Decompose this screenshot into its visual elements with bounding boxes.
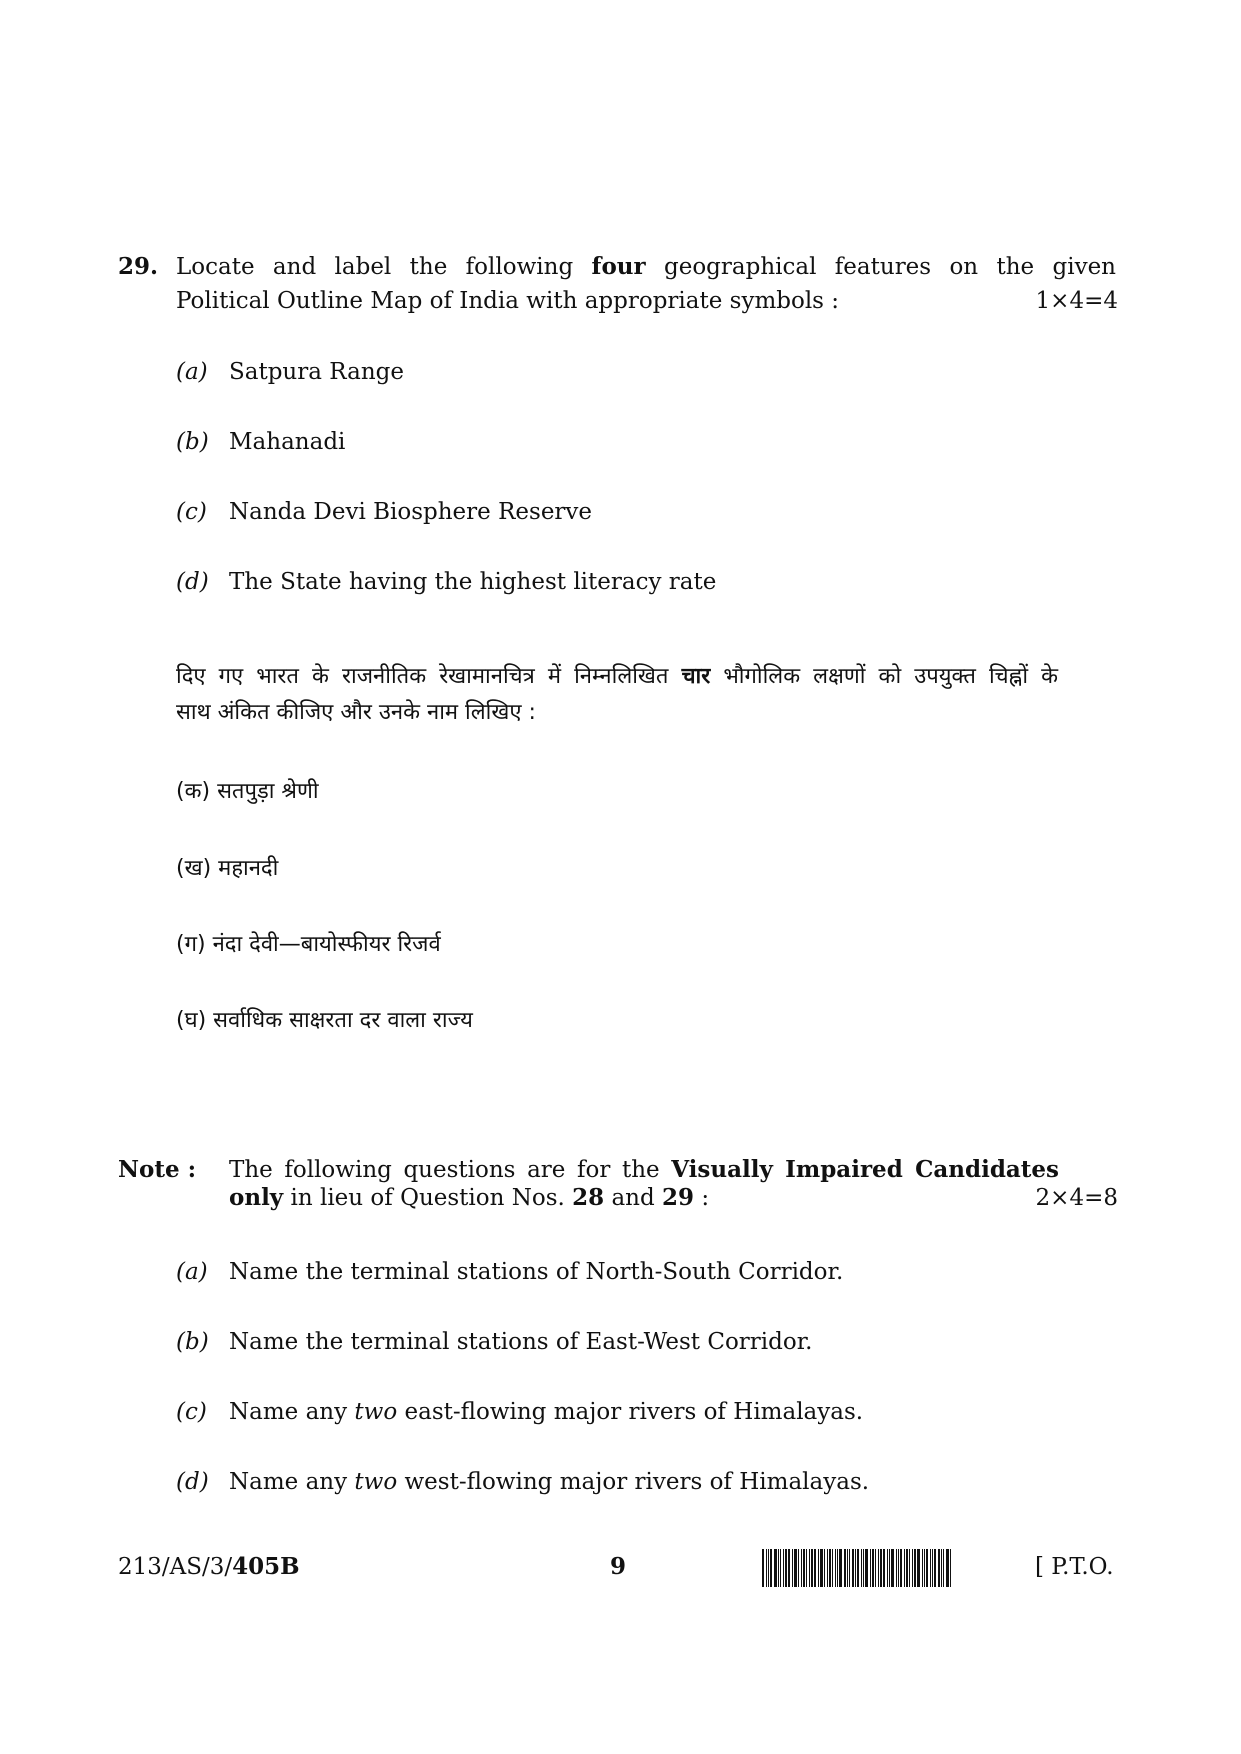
barcode-bar — [832, 1549, 833, 1587]
hindi-item-label: (क) — [176, 779, 211, 804]
barcode-bar — [824, 1549, 825, 1587]
barcode-bar — [891, 1549, 894, 1587]
q29-hindi-item-gha — [176, 1004, 473, 1038]
note-line2 — [229, 1181, 1118, 1215]
barcode-bar — [865, 1549, 868, 1587]
item-text: Satpura Range — [229, 359, 404, 385]
barcode-bar — [938, 1549, 940, 1587]
barcode-bar — [837, 1549, 838, 1587]
note-qno-28: 28 — [572, 1184, 605, 1211]
item-text-em: two — [354, 1469, 398, 1495]
barcode-bar — [794, 1549, 797, 1587]
page-number: 9 — [610, 1553, 627, 1580]
barcode-bar — [898, 1549, 899, 1587]
barcode-bar — [878, 1549, 879, 1587]
barcode-bar — [934, 1549, 936, 1587]
hindi-item-text: नंदा देवी—बायोस्फीयर रिजर्व — [212, 932, 441, 957]
barcode-bar — [809, 1549, 810, 1587]
note-only: only — [229, 1184, 284, 1211]
barcode-bar — [863, 1549, 864, 1587]
barcode — [762, 1549, 1022, 1587]
note-line2-mid: in lieu of Question Nos. — [290, 1185, 565, 1211]
item-label: (c) — [176, 1399, 207, 1425]
q29-marks: 1×4=4 — [1035, 288, 1118, 314]
item-text-em: two — [354, 1399, 398, 1425]
barcode-bar — [820, 1549, 823, 1587]
hindi-line1-post: भौगोलिक लक्षणों को उपयुक्त चिह्नों के — [723, 664, 1058, 689]
hindi-item-text: महानदी — [218, 856, 279, 881]
barcode-bar — [839, 1549, 842, 1587]
item-text-pre: Name any — [229, 1399, 348, 1425]
barcode-bar — [941, 1549, 942, 1587]
barcode-bar — [778, 1549, 779, 1587]
q29-hindi-line2: साथ अंकित कीजिए और उनके नाम लिखिए : — [176, 700, 536, 725]
barcode-bar — [887, 1549, 888, 1587]
item-text-pre: Name the terminal stations of East-West Corridor. — [229, 1329, 813, 1355]
barcode-bar — [855, 1549, 856, 1587]
barcode-bar — [883, 1549, 885, 1587]
item-text-post: east-flowing major rivers of Himalayas. — [404, 1399, 864, 1425]
barcode-bars — [762, 1549, 1022, 1587]
barcode-bar — [943, 1549, 944, 1587]
q29-number: 29. — [118, 253, 159, 280]
note-colon: : — [701, 1185, 710, 1211]
item-text-post: west-flowing major rivers of Himalayas. — [404, 1469, 870, 1495]
q29-line1 — [176, 250, 1116, 284]
barcode-bar — [827, 1549, 828, 1587]
barcode-bar — [770, 1549, 772, 1587]
barcode-bar — [811, 1549, 813, 1587]
q29-hindi-block — [176, 660, 1058, 730]
q29-line1-post: geographical features on the given — [663, 254, 1116, 280]
item-text-pre: Name any — [229, 1469, 348, 1495]
barcode-bar — [798, 1549, 799, 1587]
barcode-bar — [946, 1549, 949, 1587]
q29-hindi-item-ka — [176, 775, 319, 809]
barcode-bar — [788, 1549, 790, 1587]
barcode-bar — [861, 1549, 862, 1587]
barcode-bar — [829, 1549, 831, 1587]
barcode-bar — [914, 1549, 916, 1587]
barcode-bar — [904, 1549, 905, 1587]
barcode-bar — [922, 1549, 923, 1587]
barcode-bar — [818, 1549, 819, 1587]
pto-label: [ P.T.O. — [1035, 1554, 1114, 1580]
note-qno-29: 29 — [662, 1184, 695, 1211]
barcode-bar — [762, 1549, 764, 1587]
item-label: (c) — [176, 499, 207, 525]
barcode-bar — [950, 1549, 951, 1587]
barcode-bar — [926, 1549, 928, 1587]
barcode-bar — [870, 1549, 871, 1587]
item-text-pre: Name the terminal stations of North-South Corridor. — [229, 1259, 844, 1285]
barcode-bar — [814, 1549, 816, 1587]
item-text: The State having the highest literacy rate — [229, 569, 717, 595]
item-label: (d) — [176, 1469, 209, 1495]
barcode-bar — [880, 1549, 882, 1587]
item-label: (a) — [176, 359, 208, 385]
barcode-bar — [924, 1549, 925, 1587]
q29-hindi-item-kha — [176, 852, 278, 886]
note-block — [118, 1153, 1118, 1223]
hindi-line1-pre: दिए गए भारत के राजनीतिक रेखामानचित्र में निम्नलिखित — [176, 664, 669, 689]
q29-hindi-item-ga — [176, 928, 441, 962]
q29-hindi-line1 — [176, 660, 1058, 694]
note-and: and — [611, 1185, 655, 1211]
note-label: Note : — [118, 1156, 197, 1183]
hindi-item-text: सतपुड़ा श्रेणी — [217, 779, 319, 804]
footer-code — [118, 1550, 300, 1584]
barcode-bar — [900, 1549, 902, 1587]
barcode-bar — [806, 1549, 807, 1587]
barcode-bar — [783, 1549, 784, 1587]
note-line1-pre: The following questions are for the — [229, 1157, 660, 1183]
note-line1-bold: Visually Impaired Candidates — [671, 1156, 1060, 1183]
barcode-bar — [801, 1549, 802, 1587]
barcode-bar — [930, 1549, 931, 1587]
hindi-item-label: (घ) — [176, 1008, 207, 1033]
barcode-bar — [875, 1549, 876, 1587]
note-marks: 2×4=8 — [1035, 1185, 1118, 1211]
hindi-item-label: (ख) — [176, 856, 212, 881]
barcode-bar — [857, 1549, 859, 1587]
item-text: Nanda Devi Biosphere Reserve — [229, 499, 593, 525]
barcode-bar — [766, 1549, 767, 1587]
barcode-bar — [917, 1549, 920, 1587]
item-label: (b) — [176, 429, 209, 455]
barcode-bar — [780, 1549, 781, 1587]
footer-code-bold: 405B — [232, 1553, 300, 1580]
q29-line2-text: Political Outline Map of India with appropriate symbols : — [176, 288, 840, 314]
barcode-bar — [803, 1549, 805, 1587]
hindi-item-text: सर्वाधिक साक्षरता दर वाला राज्य — [213, 1008, 473, 1033]
barcode-bar — [896, 1549, 897, 1587]
item-text — [229, 1325, 813, 1359]
barcode-bar — [844, 1549, 846, 1587]
item-text — [229, 1465, 869, 1499]
item-text — [229, 1255, 843, 1289]
barcode-bar — [932, 1549, 933, 1587]
barcode-bar — [774, 1549, 777, 1587]
item-text — [229, 1395, 863, 1429]
q29-line2 — [176, 284, 1118, 318]
item-label: (d) — [176, 569, 209, 595]
barcode-bar — [847, 1549, 848, 1587]
barcode-bar — [889, 1549, 890, 1587]
barcode-bar — [849, 1549, 850, 1587]
barcode-bar — [785, 1549, 787, 1587]
q29-line1-bold: four — [591, 253, 646, 280]
barcode-bar — [852, 1549, 854, 1587]
barcode-bar — [906, 1549, 908, 1587]
barcode-bar — [912, 1549, 913, 1587]
barcode-bar — [792, 1549, 793, 1587]
barcode-bar — [872, 1549, 874, 1587]
hindi-line1-bold: चार — [681, 664, 711, 689]
q29-line1-pre: Locate and label the following — [176, 254, 574, 280]
barcode-bar — [835, 1549, 836, 1587]
item-text: Mahanadi — [229, 429, 346, 455]
barcode-bar — [909, 1549, 910, 1587]
item-label: (b) — [176, 1329, 209, 1355]
hindi-item-label: (ग) — [176, 932, 206, 957]
footer-code-pre: 213/AS/3/ — [118, 1554, 233, 1580]
barcode-bar — [768, 1549, 769, 1587]
item-label: (a) — [176, 1259, 208, 1285]
